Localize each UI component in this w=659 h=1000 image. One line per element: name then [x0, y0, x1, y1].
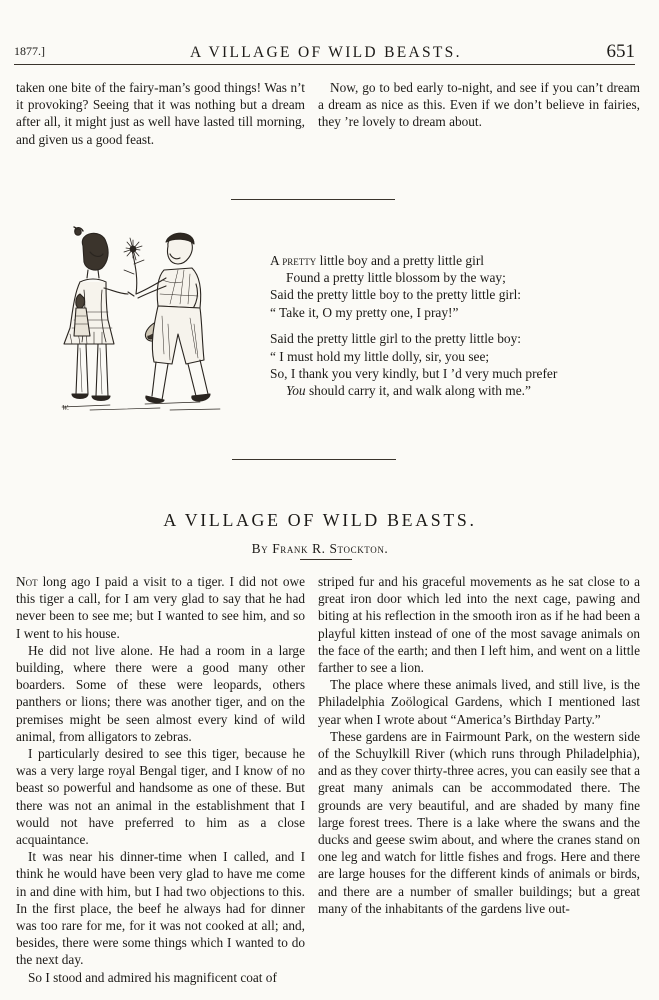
section-divider [232, 459, 396, 460]
poem-stanza [270, 330, 557, 399]
text-line: don’t believe in fairies, they ’re lovely to dream [318, 97, 640, 130]
poem-line: “ Take it, O my pretty one, I pray!” [270, 304, 459, 320]
poem-line-text: little boy and a pretty little girl [316, 253, 484, 268]
article-paragraph: I particularly desired to see this tiger, because he was a very large royal Bengal tiger, and I know of no beast so powerful and handsome as one of these. But there was not an animal in the establishment that I would not have preferred to him as a close acquaintance. [16, 746, 305, 848]
opening-word: Not [16, 574, 38, 589]
poem-line: Found a pretty little blossom by the way; [286, 270, 506, 286]
previous-story-left-column [16, 79, 305, 148]
author-name: Frank R. Stockton. [272, 541, 389, 556]
volume-year: 1877.] [14, 44, 45, 58]
article-title: A VILLAGE OF WILD BEASTS. [163, 510, 477, 530]
poem-line-text: should carry it, and walk along with me.” [305, 382, 531, 398]
poem-emphasis: You [286, 382, 306, 398]
previous-story-right-column [318, 79, 640, 131]
running-title: A VILLAGE OF WILD BEASTS. [190, 44, 462, 61]
article-paragraph: striped fur and his graceful movements as he sat close to a great iron door which led into the next cage, pawing and biting at his reflection in the smooth iron as if he had been a playful kitten instead of one of the most savage animals on the face of the earth; and then I left him, and went on a little farther to see a lion. [318, 574, 640, 676]
article-paragraph: The place where these animals lived, and still live, is the Philadelphia Zoölogical Gardens, which I mentioned last year when I wrote about “America’s Birthday Party.” [318, 677, 640, 727]
header-rule [14, 64, 635, 65]
previous-story-closing-paragraph [318, 79, 640, 131]
children-flower-illustration [50, 224, 246, 420]
article-paragraph: He did not live alone. He had a room in a large building, where there were a good many other boarders. Some of these were leopards, others panthers or lions; there was another tiger, and on the premises might be seen almost every kind of wild animal, from alligators to zebras. [16, 642, 305, 744]
section-divider [231, 199, 395, 200]
poem-line: “ I must hold my little dolly, sir, you see; [270, 348, 490, 364]
byline-prefix: By [251, 541, 269, 556]
text-line: lasted till morning, and given us a good feast. [16, 114, 305, 147]
paragraph-text: long ago I paid a visit to a tiger. I did not owe this tiger a call, for I am very glad to say that he had never been to see me; but I wanted to see him, and so I went to his house. [16, 574, 305, 641]
article-paragraph: It was near his dinner-time when I called, and I think he would have been very glad to have me come in and dine with him, but I had two objections to this. In the first place, the beef he always had for dinner was too rare for me, for it was not cooked at all; and, besides, there were some things which I wanted to do the next day. [16, 849, 305, 968]
page-number: 651 [606, 41, 635, 62]
poem-line: Said the pretty little boy to the pretty little girl: [270, 287, 522, 303]
poem-stanza [270, 252, 557, 321]
text-line: taken one bite of the fairy-man’s good things! [16, 80, 262, 95]
previous-story-paragraph [16, 79, 305, 148]
article-right-column [318, 573, 640, 917]
text-line: but a dream after all, it might just as well have [16, 97, 306, 130]
text-line: about. [449, 114, 482, 130]
poem-line [270, 382, 557, 399]
text-line: Was n’t it provoking? Seeing that it was nothing [16, 80, 305, 113]
running-head [14, 41, 635, 62]
article-left-column [16, 573, 305, 986]
article-paragraph: These gardens are in Fairmount Park, on the western side of the Schuylkill River (which runs through Philadelphia), and as they cover thirty-three acres, you can easily see that a great many animals can be accommodated there. The grounds are very beautiful, and are shaded by many fine large forest trees. There is a lake where the swans and the ducks and geese swim about, and where the cranes stand on one leg and watch for little fishes and frogs. Here and there are large houses for the different kinds of animals or birds, and there are a number of smaller buildings; but a great many of the inhabitants of the gardens live out- [318, 728, 640, 916]
poem [270, 252, 557, 409]
article-paragraph: So I stood and admired his magnificent coat of [28, 969, 277, 985]
byline-rule [300, 559, 352, 560]
byline [0, 541, 640, 557]
poem-first-word: A pretty [270, 253, 317, 268]
poem-line: Said the pretty little girl to the pretty little boy: [270, 331, 522, 347]
poem-line: So, I thank you very kindly, but I ’d very much prefer [270, 365, 558, 381]
poem-line [270, 252, 557, 269]
text-line: can’t dream a dream as nice as this. Even if we [318, 80, 640, 113]
artist-signature: W. [62, 404, 69, 412]
text-line: Now, go to bed early to-night, and see if you [330, 80, 573, 95]
article-paragraph [16, 573, 305, 642]
